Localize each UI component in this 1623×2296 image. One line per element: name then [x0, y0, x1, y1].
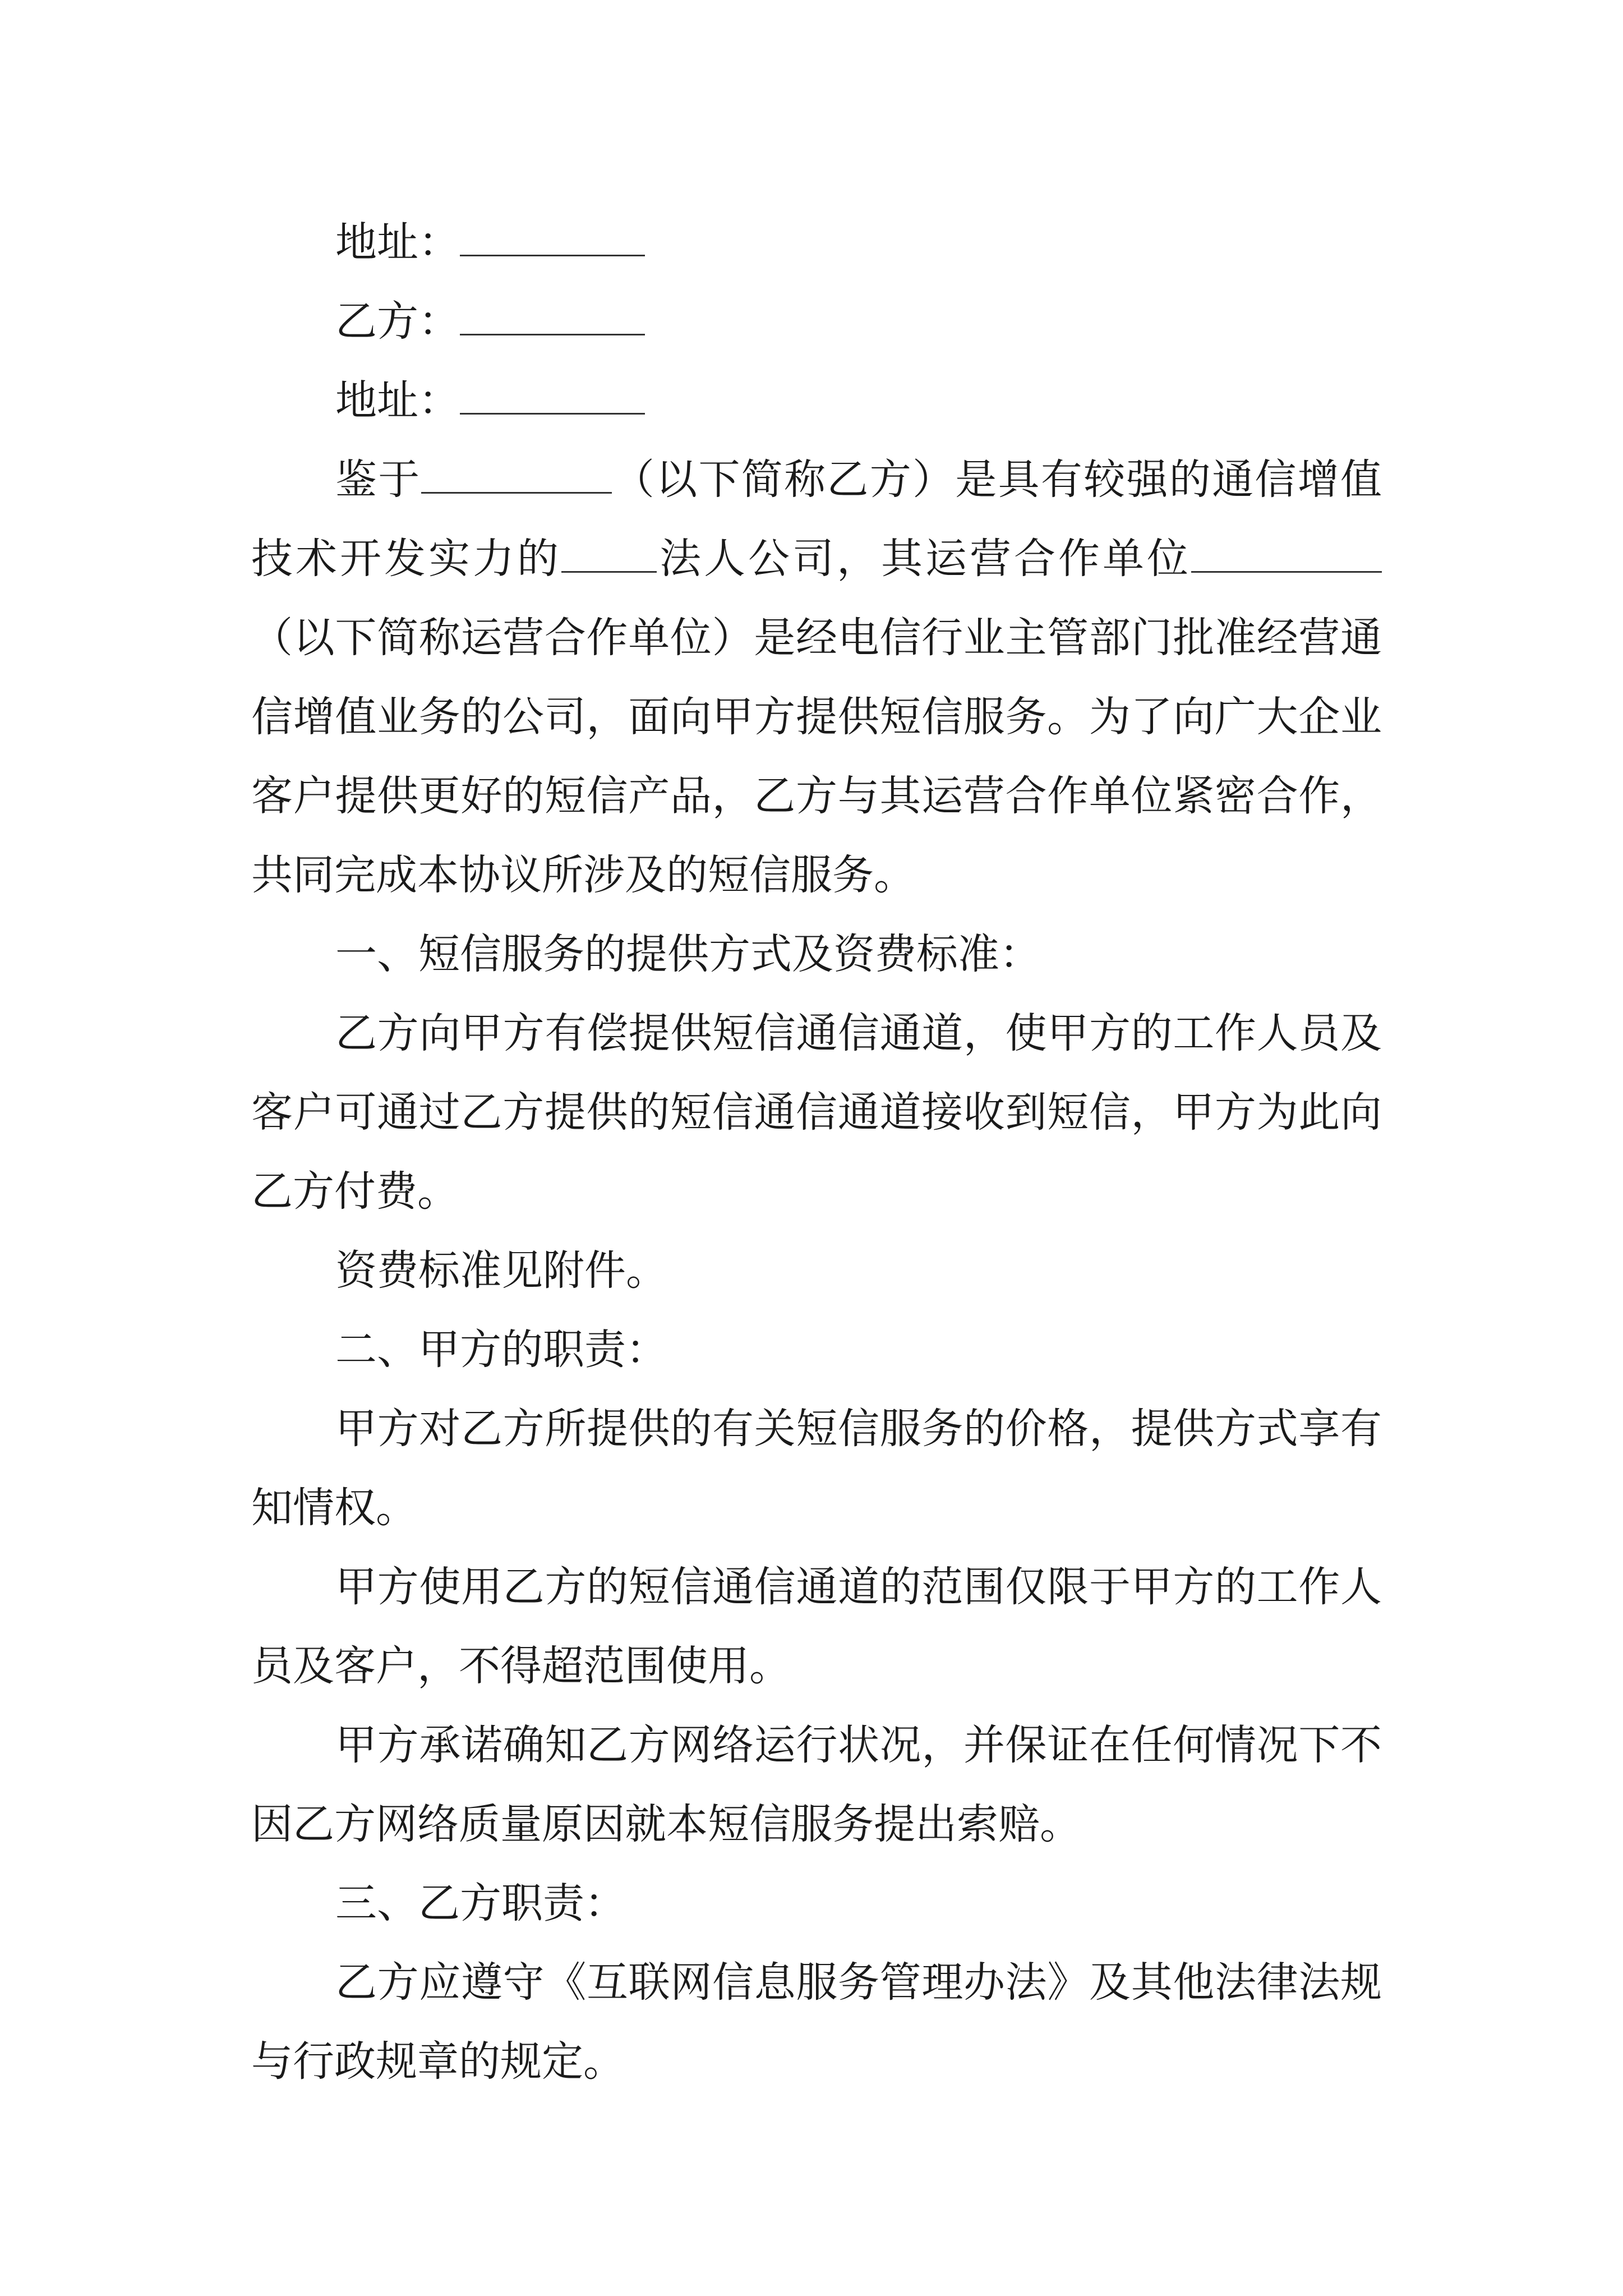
party-b-blank: [460, 296, 645, 335]
intro-seg-1: 鉴于: [335, 455, 421, 504]
intro-seg-2: （以下简称乙方）是具有较强的通信增值技术开发实力的: [251, 455, 1382, 583]
section-heading-2: 二、甲方的职责：: [335, 1326, 667, 1374]
party-b-line: [251, 282, 1382, 361]
party-b-address-label: 地址：: [335, 376, 460, 425]
section-2-paragraph-1: 甲方对乙方所提供的有关短信服务的价格，提供方式享有知情权。: [251, 1405, 1382, 1532]
section-heading-1: 一、短信服务的提供方式及资费标准：: [335, 930, 1041, 978]
party-b-address-line: [251, 361, 1382, 440]
intro-paragraph: [251, 440, 1382, 915]
intro-blank-partner: [1191, 533, 1382, 573]
section-2-paragraph-2: 甲方使用乙方的短信通信通道的范围仅限于甲方的工作人员及客户，不得超范围使用。: [251, 1563, 1382, 1690]
intro-blank-type: [561, 533, 657, 573]
party-a-address-label: 地址：: [335, 218, 460, 266]
intro-seg-4: （以下简称运营合作单位）是经电信行业主管部门批准经营通信增值业务的公司，面向甲方提供短信服务。为了向广大企业客户提供更好的短信产品，乙方与其运营合作单位紧密合作，共同完成本协议所涉及的短信服务。: [251, 614, 1382, 899]
party-b-label: 乙方：: [335, 297, 460, 346]
section-1-paragraph-1: 乙方向甲方有偿提供短信通信通道，使甲方的工作人员及客户可通过乙方提供的短信通信通道接收到短信，甲方为此向乙方付费。: [251, 1009, 1382, 1216]
section-2-paragraph-3: 甲方承诺确知乙方网络运行状况，并保证在任何情况下不因乙方网络质量原因就本短信服务提出索赔。: [251, 1721, 1382, 1848]
section-1-paragraph-2: 资费标准见附件。: [335, 1246, 667, 1295]
document-body: [251, 203, 1382, 2101]
party-b-address-blank: [460, 375, 645, 415]
intro-blank-company: [421, 454, 612, 494]
section-heading-3: 三、乙方职责：: [335, 1879, 626, 1927]
section-3-paragraph-1: 乙方应遵守《互联网信息服务管理办法》及其他法律法规与行政规章的规定。: [251, 1958, 1382, 2086]
intro-seg-3: 法人公司，其运营合作单位: [657, 535, 1191, 583]
party-a-address-line: [251, 203, 1382, 282]
party-a-address-blank: [460, 217, 645, 256]
